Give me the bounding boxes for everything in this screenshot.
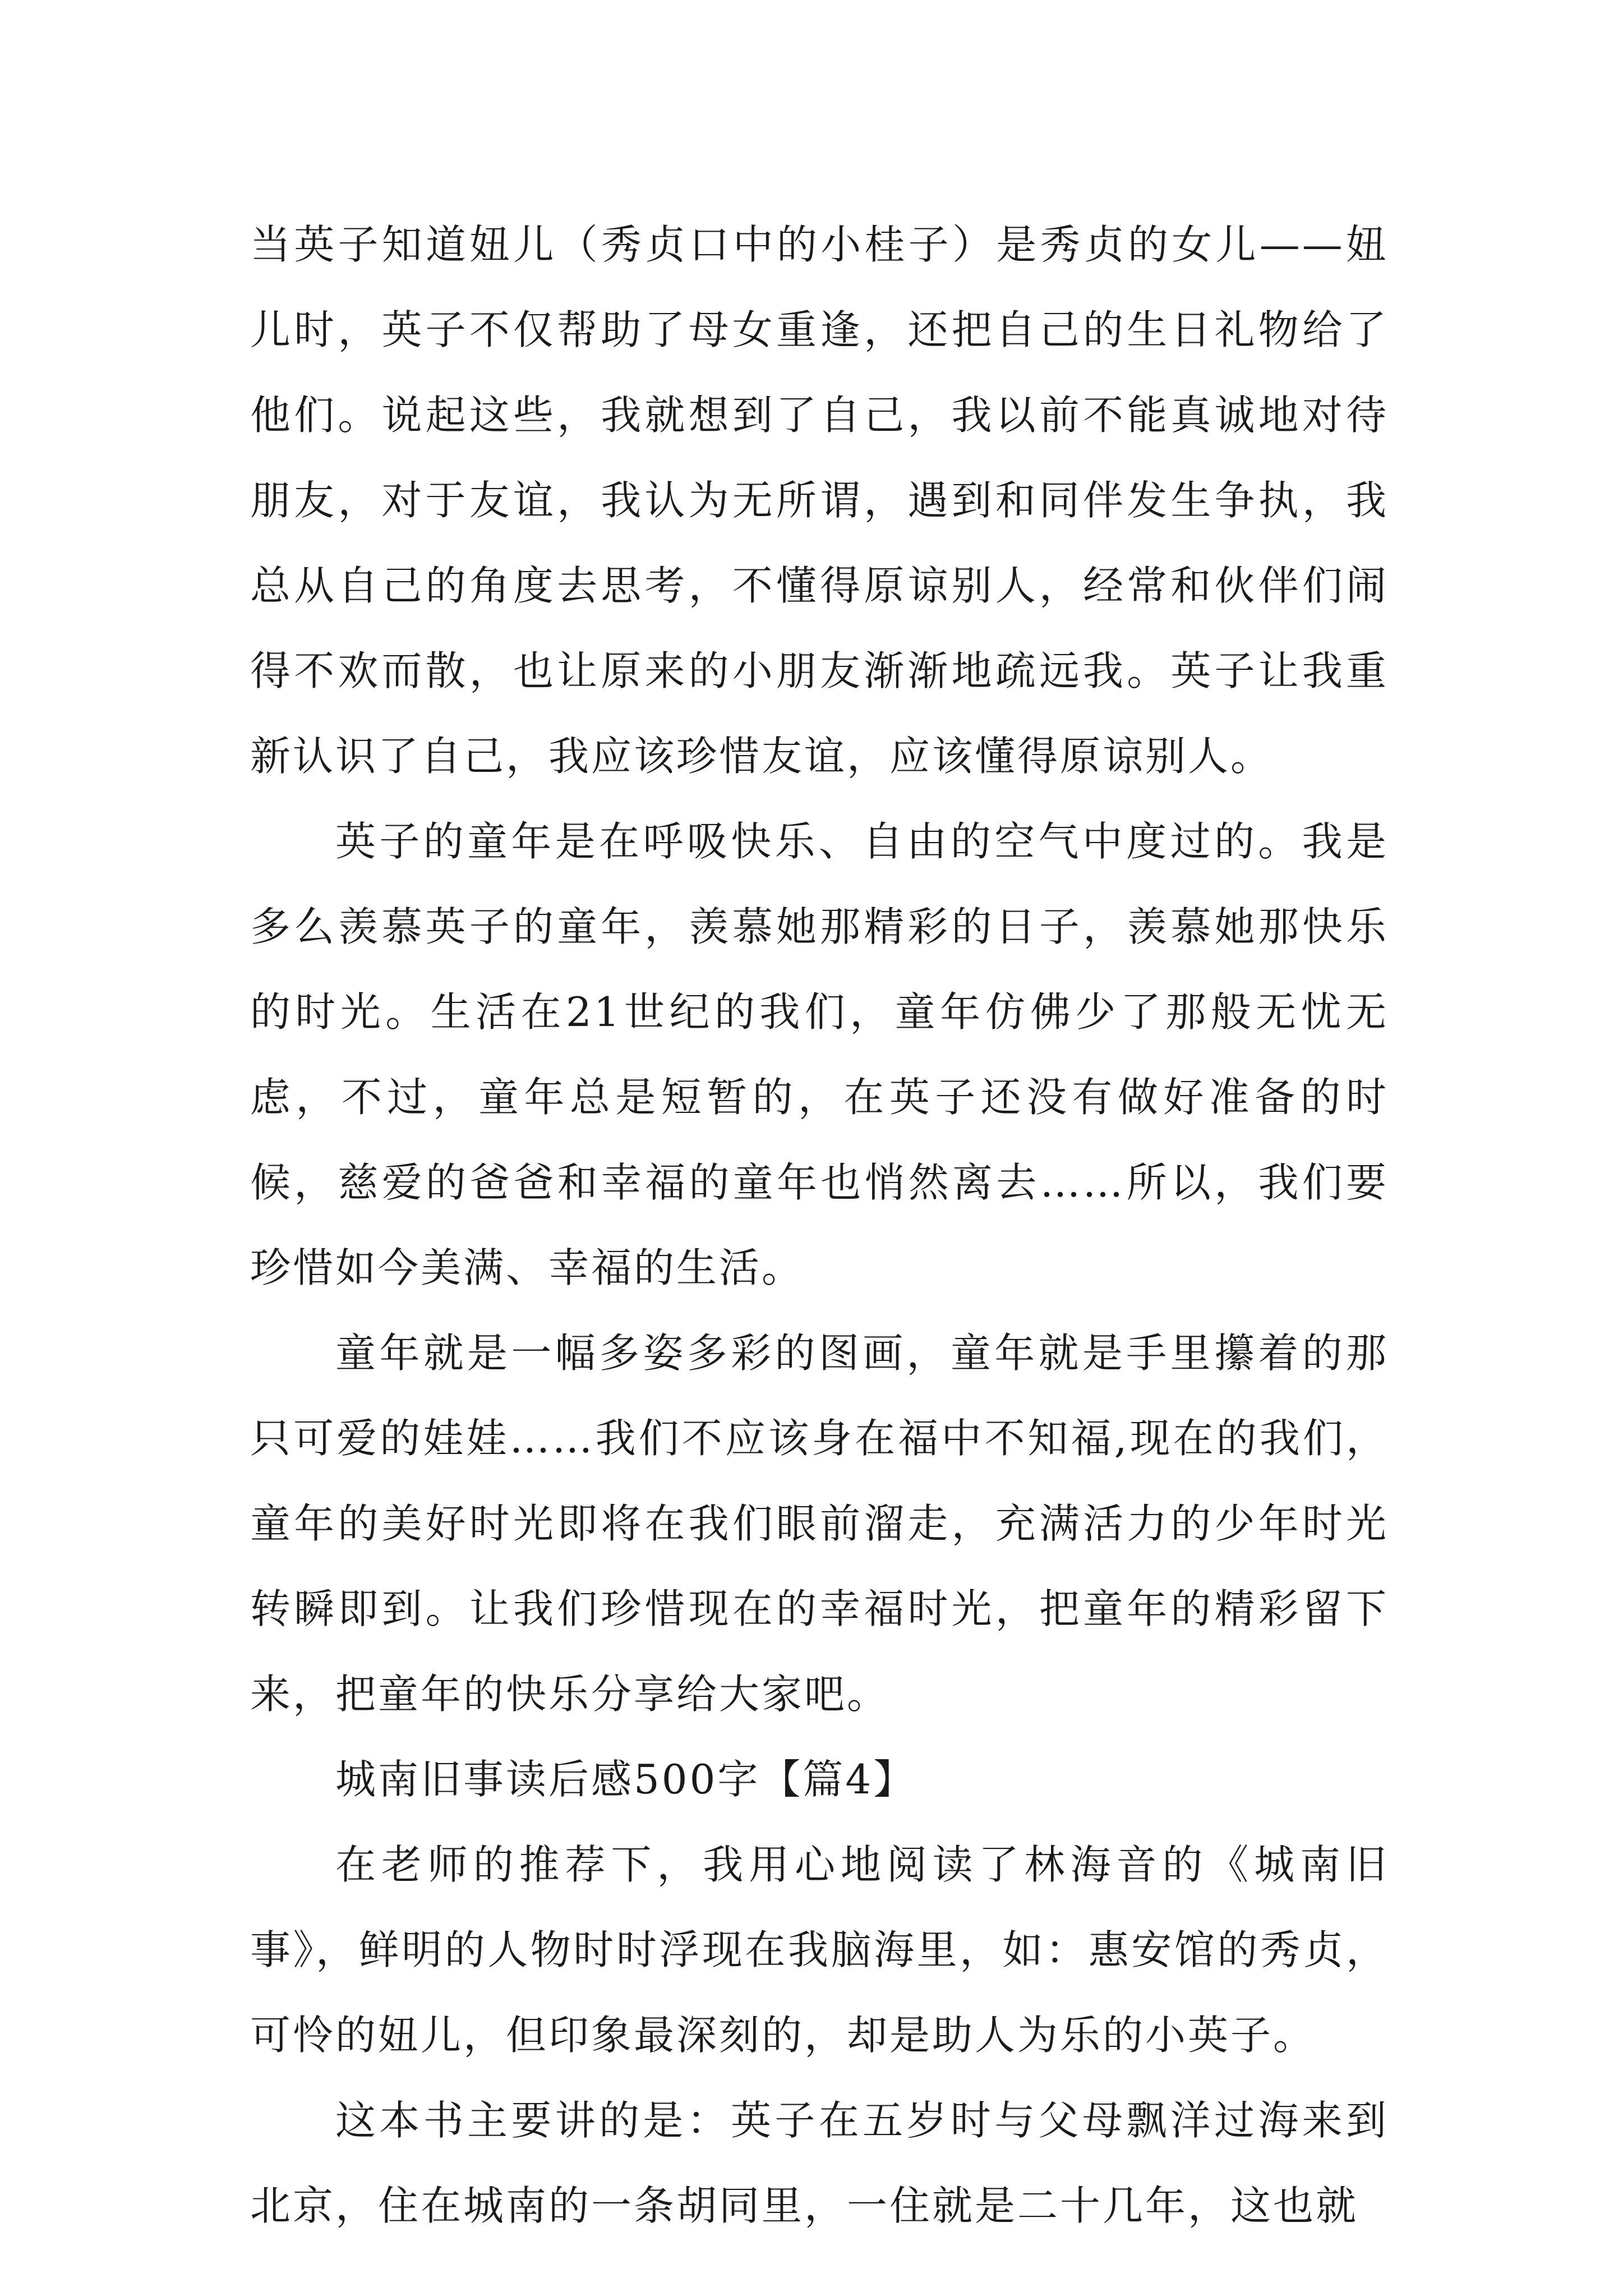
paragraph-2: 英子的童年是在呼吸快乐、自由的空气中度过的。我是多么羡慕英子的童年，羡慕她那精彩的日子，羡慕她那快乐的时光。生活在21世纪的我们，童年仿佛少了那般无忧无虑，不过，童年总是短暂的，在英子还没有做好准备的时候，慈爱的爸爸和幸福的童年也悄然离去……所以，我们要珍惜如今美满、幸福的生活。 [250, 818, 1389, 1291]
paragraph-3: 童年就是一幅多姿多彩的图画，童年就是手里攥着的那只可爱的娃娃……我们不应该身在福中不知福,现在的我们，童年的美好时光即将在我们眼前溜走，充满活力的少年时光转瞬即到。让我们珍惜现在的幸福时光，把童年的精彩留下来，把童年的快乐分享给大家吧。 [250, 1329, 1389, 1718]
section-heading: 城南旧事读后感500字【篇4】 [335, 1756, 916, 1803]
paragraph-5: 这本书主要讲的是：英子在五岁时与父母飘洋过海来到北京，住在城南的一条胡同里，一住就是二十几年，这也就 [250, 2097, 1389, 2229]
paragraph-4: 在老师的推荐下，我用心地阅读了林海音的《城南旧事》，鲜明的人物时时浮现在我脑海里，如：惠安馆的秀贞，可怜的妞儿，但印象最深刻的，却是助人为乐的小英子。 [250, 1841, 1389, 2059]
paragraph-1: 当英子知道妞儿（秀贞口中的小桂子）是秀贞的女儿——妞儿时，英子不仅帮助了母女重逢，还把自己的生日礼物给了他们。说起这些，我就想到了自己，我以前不能真诚地对待朋友，对于友谊，我认为无所谓，遇到和同伴发生争执，我总从自己的角度去思考，不懂得原谅别人，经常和伙伴们闹得不欢而散，也让原来的小朋友渐渐地疏远我。英子让我重新认识了自己，我应该珍惜友谊，应该懂得原谅别人。 [250, 221, 1389, 780]
document-body [250, 202, 1389, 2248]
